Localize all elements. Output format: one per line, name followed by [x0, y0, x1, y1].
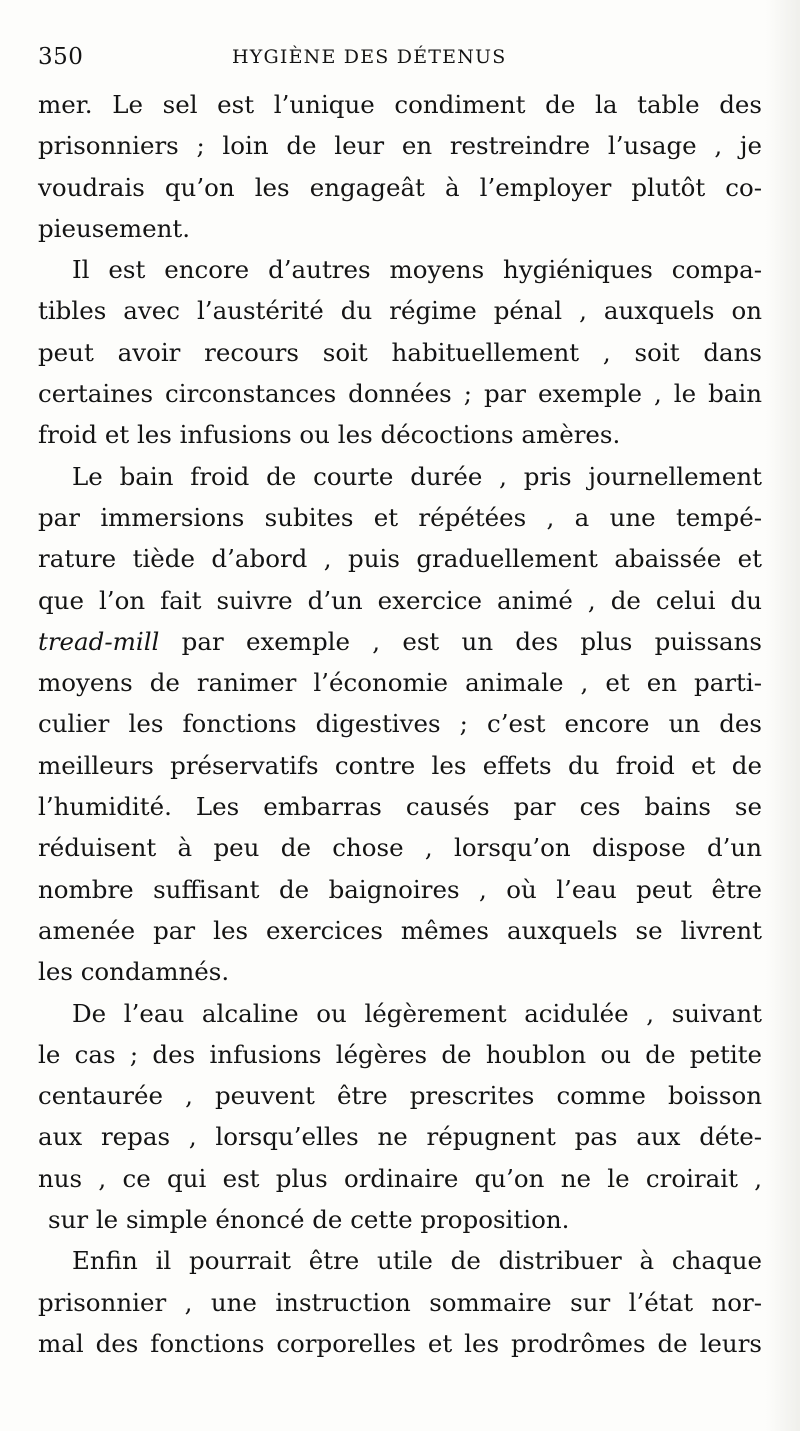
text-line: froid et les infusions ou les décoctions amères.	[38, 420, 621, 450]
text-line: voudrais qu’on les engageât à l’employer plutôt co-	[38, 172, 762, 202]
text-line: nus , ce qui est plus ordinaire qu’on ne le croirait ,	[38, 1163, 762, 1193]
text-segment: par exemple , est un des plus puissans	[159, 626, 762, 656]
text-line: les condamnés.	[38, 957, 230, 987]
text-line: rature tiède d’abord , puis graduellement abaissée et	[38, 544, 762, 574]
text-line: Enfin il pourrait être utile de distribuer à chaque	[72, 1246, 762, 1276]
italic-term: tread-mill	[38, 626, 160, 656]
body-text	[38, 84, 762, 1364]
text-line: meilleurs préservatifs contre les effets du froid et de	[38, 750, 762, 780]
page-edge-shadow	[766, 0, 800, 1431]
text-line: Le bain froid de courte durée , pris journellement	[72, 461, 762, 491]
text-line: aux repas , lorsqu’elles ne répugnent pas aux déte-	[38, 1122, 762, 1152]
text-line: l’humidité. Les embarras causés par ces bains se	[38, 792, 762, 822]
text-line: par immersions subites et répétées , a une tempé-	[38, 502, 762, 532]
text-line: le cas ; des infusions légères de houblon ou de petite	[38, 1039, 762, 1069]
text-line: tibles avec l’austérité du régime pénal , auxquels on	[38, 296, 762, 326]
text-line	[38, 621, 762, 662]
text-line: amenée par les exercices mêmes auxquels se livrent	[38, 915, 762, 945]
text-line: culier les fonctions digestives ; c’est encore un des	[38, 709, 762, 739]
text-line: prisonniers ; loin de leur en restreindre l’usage , je	[38, 131, 762, 161]
text-line: certaines circonstances données ; par exemple , le bain	[38, 379, 762, 409]
text-line: réduisent à peu de chose , lorsqu’on dispose d’un	[38, 833, 762, 863]
text-line: mer. Le sel est l’unique condiment de la table des	[38, 90, 762, 119]
text-line: centaurée , peuvent être prescrites comme boisson	[38, 1081, 762, 1111]
text-line: Il est encore d’autres moyens hygiéniques compa-	[72, 255, 762, 285]
running-head: HYGIÈNE DES DÉTENUS	[232, 46, 507, 68]
text-line: que l’on fait suivre d’un exercice animé , de celui du	[38, 585, 762, 615]
text-line: nombre suffisant de baignoires , où l’eau peut être	[38, 874, 762, 904]
text-line: sur le simple énoncé de cette proposition.	[48, 1205, 570, 1235]
text-line: mal des fonctions corporelles et les prodrômes de leurs	[38, 1328, 762, 1358]
text-line: prisonnier , une instruction sommaire sur l’état nor-	[38, 1287, 762, 1317]
page-number: 350	[38, 44, 84, 70]
text-line: pieusement.	[38, 213, 191, 243]
text-line: moyens de ranimer l’économie animale , et en parti-	[38, 668, 762, 698]
text-line: De l’eau alcaline ou légèrement acidulée , suivant	[72, 998, 762, 1028]
text-line: peut avoir recours soit habituellement , soit dans	[38, 337, 762, 367]
page-header	[32, 44, 752, 78]
